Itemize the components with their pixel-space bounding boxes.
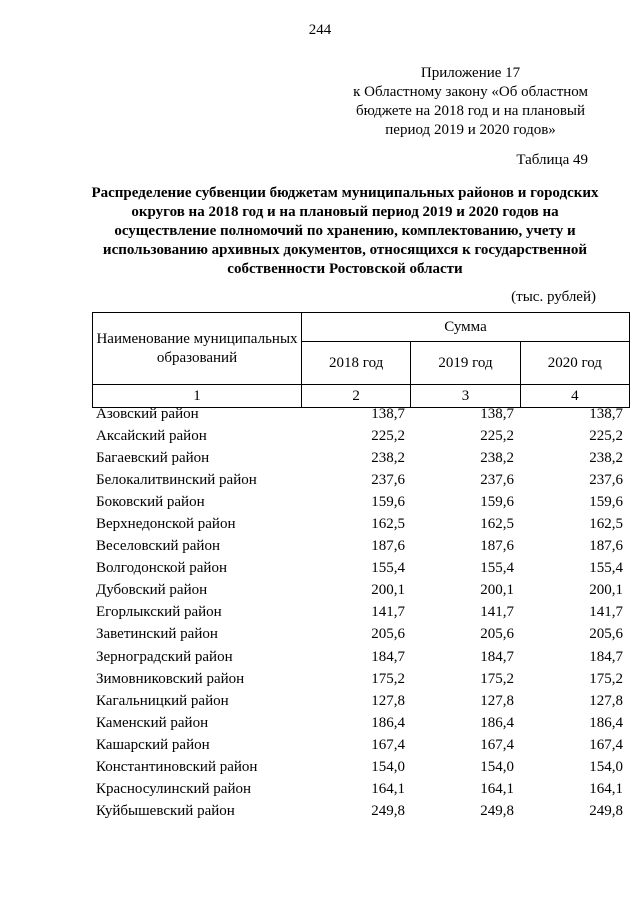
column-header-year: 2019 год <box>411 342 520 385</box>
municipality-name: Веселовский район <box>96 538 220 555</box>
value-2020: 175,2 <box>589 670 623 687</box>
value-2019: 127,8 <box>480 692 514 709</box>
value-2018: 184,7 <box>371 648 405 665</box>
value-2020: 186,4 <box>589 714 623 731</box>
value-2019: 186,4 <box>480 714 514 731</box>
value-2020: 155,4 <box>589 560 623 577</box>
column-number: 4 <box>520 385 629 408</box>
municipality-name: Волгодонской район <box>96 560 227 577</box>
value-2020: 237,6 <box>589 471 623 488</box>
value-2019: 237,6 <box>480 471 514 488</box>
column-number: 1 <box>93 385 302 408</box>
column-header-year: 2018 год <box>302 342 411 385</box>
value-2019: 187,6 <box>480 538 514 555</box>
value-2019: 184,7 <box>480 648 514 665</box>
value-2018: 175,2 <box>371 670 405 687</box>
value-2020: 127,8 <box>589 692 623 709</box>
value-2019: 225,2 <box>480 427 514 444</box>
value-2019: 154,0 <box>480 759 514 776</box>
table-row <box>96 801 624 823</box>
municipality-name: Каменский район <box>96 714 209 731</box>
table-header <box>92 312 630 408</box>
table-row <box>96 491 624 513</box>
value-2020: 187,6 <box>589 538 623 555</box>
municipality-name: Дубовский район <box>96 582 208 599</box>
municipality-name: Багаевский район <box>96 449 210 466</box>
value-2020: 138,7 <box>589 405 623 422</box>
municipality-name: Верхнедонской район <box>96 516 236 533</box>
value-2018: 225,2 <box>371 427 405 444</box>
value-2020: 167,4 <box>589 736 623 753</box>
column-number: 3 <box>411 385 520 408</box>
value-2019: 138,7 <box>480 405 514 422</box>
municipality-name: Аксайский район <box>96 427 207 444</box>
units-label: (тыс. рублей) <box>511 289 596 305</box>
table-row <box>96 513 624 535</box>
value-2020: 164,1 <box>589 781 623 798</box>
value-2019: 167,4 <box>480 736 514 753</box>
value-2018: 127,8 <box>371 692 405 709</box>
column-header-sum: Сумма <box>302 313 630 342</box>
value-2020: 162,5 <box>589 516 623 533</box>
table-row <box>96 469 624 491</box>
value-2018: 238,2 <box>371 449 405 466</box>
value-2019: 175,2 <box>480 670 514 687</box>
appendix-line: период 2019 и 2020 годов» <box>385 122 556 138</box>
table-row <box>96 646 624 668</box>
value-2020: 225,2 <box>589 427 623 444</box>
table-row <box>96 712 624 734</box>
municipality-name: Боковский район <box>96 493 205 510</box>
table-row <box>96 779 624 801</box>
table-row <box>96 580 624 602</box>
municipality-name: Заветинский район <box>96 626 218 643</box>
municipality-name: Егорлыкский район <box>96 604 222 621</box>
document-title: Распределение субвенции бюджетам муниципальных районов и городских округов на 2018 год и на плановый период 2019 и 2020 годов на осуществление полномочий по хранению, комплектованию, учету и использованию архивных документов, относящихся к государственной собственности Ростовской области <box>91 185 599 277</box>
table-row <box>96 602 624 624</box>
value-2018: 187,6 <box>371 538 405 555</box>
value-2018: 162,5 <box>371 516 405 533</box>
value-2020: 238,2 <box>589 449 623 466</box>
municipality-name: Зерноградский район <box>96 648 233 665</box>
value-2019: 238,2 <box>480 449 514 466</box>
appendix-line: к Областному закону «Об областном <box>353 84 588 100</box>
table-row <box>96 558 624 580</box>
value-2019: 205,6 <box>480 626 514 643</box>
table-row <box>96 425 624 447</box>
table-row <box>96 734 624 756</box>
table-label: Таблица 49 <box>516 152 588 168</box>
value-2019: 155,4 <box>480 560 514 577</box>
value-2019: 159,6 <box>480 493 514 510</box>
value-2018: 154,0 <box>371 759 405 776</box>
table-row <box>96 403 624 425</box>
municipality-name: Красносулинский район <box>96 781 252 798</box>
value-2020: 159,6 <box>589 493 623 510</box>
column-header-name: Наименование муниципальных образований <box>93 313 302 385</box>
value-2018: 237,6 <box>371 471 405 488</box>
value-2018: 164,1 <box>371 781 405 798</box>
value-2018: 138,7 <box>371 405 405 422</box>
value-2018: 205,6 <box>371 626 405 643</box>
municipality-name: Кагальницкий район <box>96 692 229 709</box>
municipality-name: Азовский район <box>96 405 199 422</box>
table-row <box>96 447 624 469</box>
value-2018: 186,4 <box>371 714 405 731</box>
value-2020: 205,6 <box>589 626 623 643</box>
appendix-line: бюджете на 2018 год и на плановый <box>356 103 586 119</box>
value-2020: 141,7 <box>589 604 623 621</box>
value-2018: 155,4 <box>371 560 405 577</box>
value-2019: 162,5 <box>480 516 514 533</box>
table-row <box>96 624 624 646</box>
table-row <box>96 668 624 690</box>
value-2018: 159,6 <box>371 493 405 510</box>
value-2020: 154,0 <box>589 759 623 776</box>
value-2019: 249,8 <box>480 803 514 820</box>
value-2020: 249,8 <box>589 803 623 820</box>
table-body <box>96 403 624 823</box>
municipality-name: Куйбышевский район <box>96 803 235 820</box>
appendix-line: Приложение 17 <box>420 65 521 81</box>
table-row <box>96 536 624 558</box>
table-row <box>96 757 624 779</box>
value-2018: 249,8 <box>371 803 405 820</box>
column-header-year: 2020 год <box>520 342 629 385</box>
value-2018: 141,7 <box>371 604 405 621</box>
column-number: 2 <box>302 385 411 408</box>
page-number: 244 <box>308 22 332 38</box>
municipality-name: Кашарский район <box>96 736 210 753</box>
table-row <box>96 690 624 712</box>
value-2018: 167,4 <box>371 736 405 753</box>
value-2019: 141,7 <box>480 604 514 621</box>
value-2018: 200,1 <box>371 582 405 599</box>
value-2020: 200,1 <box>589 582 623 599</box>
value-2019: 164,1 <box>480 781 514 798</box>
municipality-name: Константиновский район <box>96 759 258 776</box>
appendix-reference <box>353 64 588 140</box>
value-2020: 184,7 <box>589 648 623 665</box>
value-2019: 200,1 <box>480 582 514 599</box>
municipality-name: Белокалитвинский район <box>96 471 257 488</box>
municipality-name: Зимовниковский район <box>96 670 245 687</box>
